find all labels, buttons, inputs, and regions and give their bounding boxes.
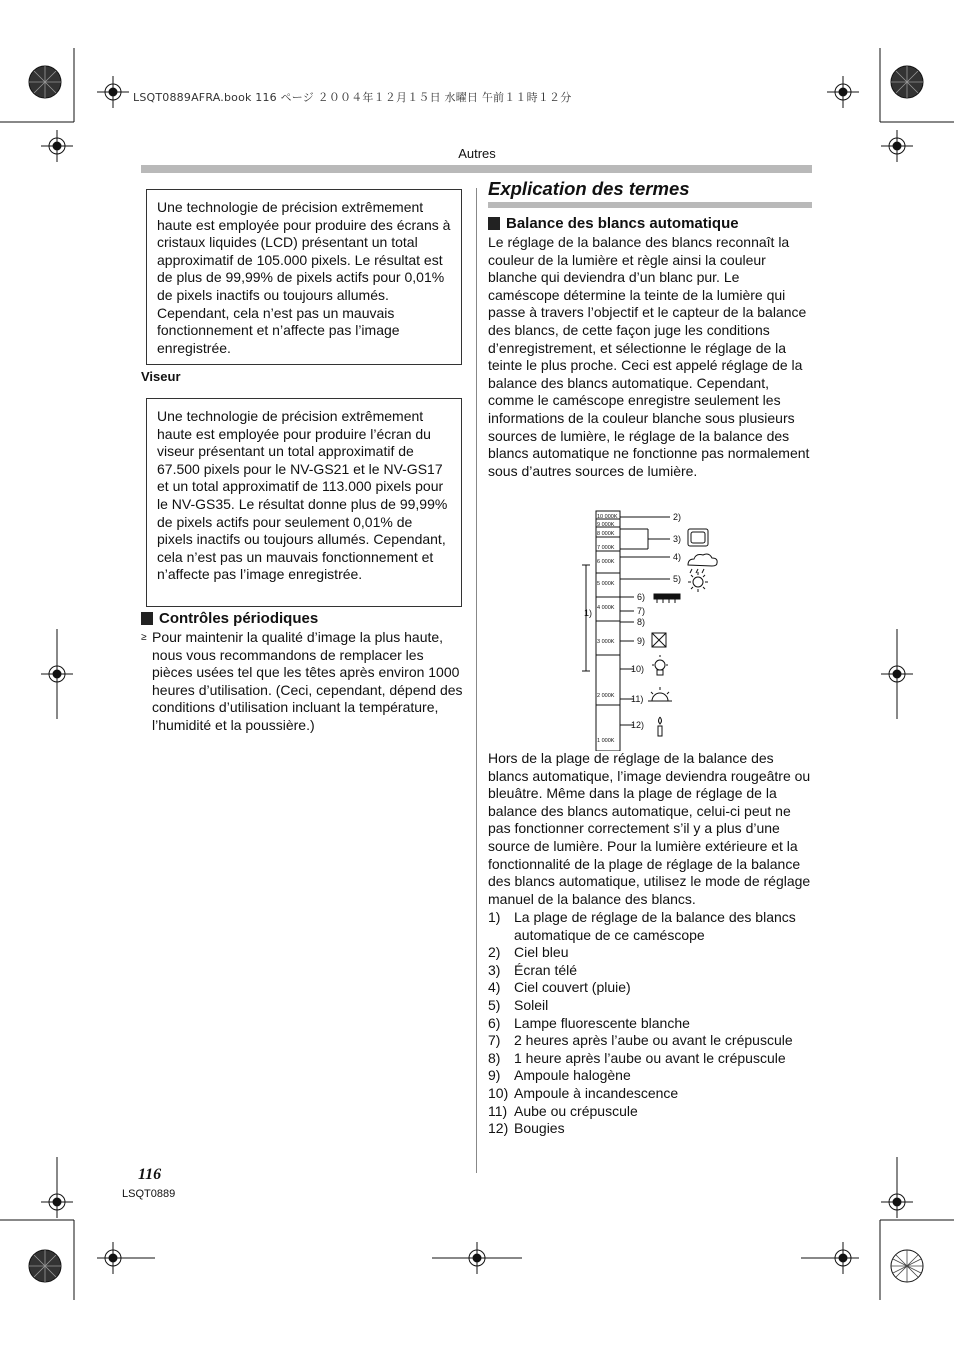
scale-label: 5 000K <box>597 581 615 587</box>
scale-label: 3 000K <box>597 639 615 645</box>
wb-heading <box>488 215 739 232</box>
viseur-heading: Viseur <box>141 369 181 384</box>
checks-text: Pour maintenir la qualité d’image la plus haute, nous vous recommandons de remplacer les pièces usées tel que les têtes après environ 1000 heures d’utilisation. (Ceci, cependant, dépend des conditions d’utilisation incluant la température, l’humidité et la poussière.) <box>152 629 463 733</box>
print-info-header: LSQT0889AFRA.book 116 ページ ２００４年１２月１５日 水曜日 午前１１時１２分 <box>133 91 572 104</box>
list-item: 5) Soleil <box>488 996 549 1013</box>
candle-icon <box>658 717 662 736</box>
column-divider <box>476 188 477 1173</box>
sunrise-icon <box>648 687 672 701</box>
callout-3: 3) <box>673 534 682 544</box>
list-item: 8) 1 heure après l’aube ou avant le crépuscule <box>488 1049 786 1066</box>
callout-8: 8) <box>637 617 646 627</box>
scale-label: 7 000K <box>597 545 615 551</box>
callout-10: 10) <box>631 664 645 674</box>
list-item: 2) Ciel bleu <box>488 944 569 961</box>
page-number: 116 <box>138 1166 162 1183</box>
document-code: LSQT0889 <box>122 1188 176 1200</box>
cloud-rain-icon <box>688 554 717 573</box>
square-bullet-icon <box>141 612 153 625</box>
list-item: 9) Ampoule halogène <box>488 1067 631 1084</box>
bullet-icon: ≥ <box>141 632 147 643</box>
tv-icon <box>688 529 708 546</box>
list-item: 4) Ciel couvert (pluie) <box>488 979 631 996</box>
header-rule <box>141 165 812 173</box>
wb-paragraph-2: Hors de la plage de réglage de la balance des blancs automatique, l’image deviendra rougeâtre ou bleuâtre. Même dans la plage de réglage de la balance des blancs automatique, celui-ci peut ne pas fonctionner correctement s’il y a plus d’une source de lumière. Pour la lumière extérieure et la fonctionnalité de la plage de réglage de la balance des blancs automatique, utilisez le mode de réglage manuel de la balance des blancs. <box>488 750 811 907</box>
callout-1: 1) <box>584 608 593 618</box>
halogen-bulb-icon <box>652 633 666 647</box>
checks-paragraph <box>141 629 466 735</box>
scale-label: 2 000K <box>597 693 615 699</box>
sun-icon <box>688 572 708 592</box>
callout-12: 12) <box>631 720 645 730</box>
list-item: 12) Bougies <box>488 1120 565 1137</box>
page-title: Explication des termes <box>488 178 690 199</box>
callout-2: 2) <box>673 512 682 522</box>
checks-heading <box>141 610 318 627</box>
wb-heading-label: Balance des blancs automatique <box>506 215 739 232</box>
incandescent-bulb-icon <box>652 655 668 675</box>
list-item: 6) Lampe fluorescente blanche <box>488 1014 690 1031</box>
wb-paragraph-1: Le réglage de la balance des blancs reconnaît la couleur de la lumière et règle ainsi la couleur blanche qui deviendra d’un blanc pur. Le caméscope détermine la teinte de la lumière qui passe à travers l’objectif et le capteur de la balance des blancs, de cette façon juge les conditions d’enregistrement, et sélectionne le réglage de la teinte le plus proche. Ceci est appelé réglage de la balance des blancs automatique. Cependant, comme le caméscope enregistre seulement les informations de la couleur blanche sous plusieurs sources de lumière, le réglage de la balance des blancs automatique ne fonctionne pas normalement sous d’autres sources de lumière. <box>488 234 810 479</box>
callout-6: 6) <box>637 592 646 602</box>
callout-11: 11) <box>631 694 644 704</box>
scale-label: 4 000K <box>597 605 615 611</box>
square-bullet-icon <box>488 217 500 230</box>
fluorescent-lamp-icon <box>654 594 680 603</box>
scale-label: 9 000K <box>597 522 615 528</box>
list-item: 3) Écran télé <box>488 961 578 978</box>
checks-heading-label: Contrôles périodiques <box>159 610 319 627</box>
section-name: Autres <box>458 146 496 161</box>
callout-4: 4) <box>673 552 682 562</box>
lcd-notice-box: Une technologie de précision extrêmement haute est employée pour produire des écrans à cristaux liquides (LCD) présentant un total approximatif de 105.000 pixels. Le résultat est de plus de 99,99% de pixels actifs pour 0,01% de pixels inactifs ou toujours allumés. Cependant, cela n’est pas un mauvais fonctionnement et n’affecte pas l’image enregistrée. <box>146 189 462 365</box>
list-item: 1) La plage de réglage de la balance des blancs automatique de ce caméscope <box>488 909 796 943</box>
viewfinder-notice-box: Une technologie de précision extrêmement haute est employée pour produire l’écran du viseur présentant un total approximatif de 67.500 pixels pour le NV-GS21 et le NV-GS17 et un total approximatif de 113.000 pixels pour le NV-GS35. Le résultat donne plus de 99,99% de pixels actifs pour seulement 0,01% de pixels inactifs ou toujours allumés. Cependant, cela n’est pas un mauvais fonctionnement et n’affecte pas l’image enregistrée. <box>146 398 462 607</box>
color-temperature-diagram <box>560 505 730 751</box>
list-item: 7) 2 heures après l’aube ou avant le crépuscule <box>488 1032 793 1049</box>
callout-5: 5) <box>673 574 682 584</box>
list-item: 11) Aube ou crépuscule <box>488 1102 638 1119</box>
callout-7: 7) <box>637 606 646 616</box>
callout-9: 9) <box>637 636 646 646</box>
list-item: 10) Ampoule à incandescence <box>488 1084 679 1101</box>
title-rule <box>488 202 812 208</box>
scale-label: 10 000K <box>597 514 618 520</box>
scale-label: 8 000K <box>597 531 615 537</box>
scale-label: 1 000K <box>597 738 615 744</box>
legend-list <box>488 909 818 1138</box>
scale-label: 6 000K <box>597 559 615 565</box>
